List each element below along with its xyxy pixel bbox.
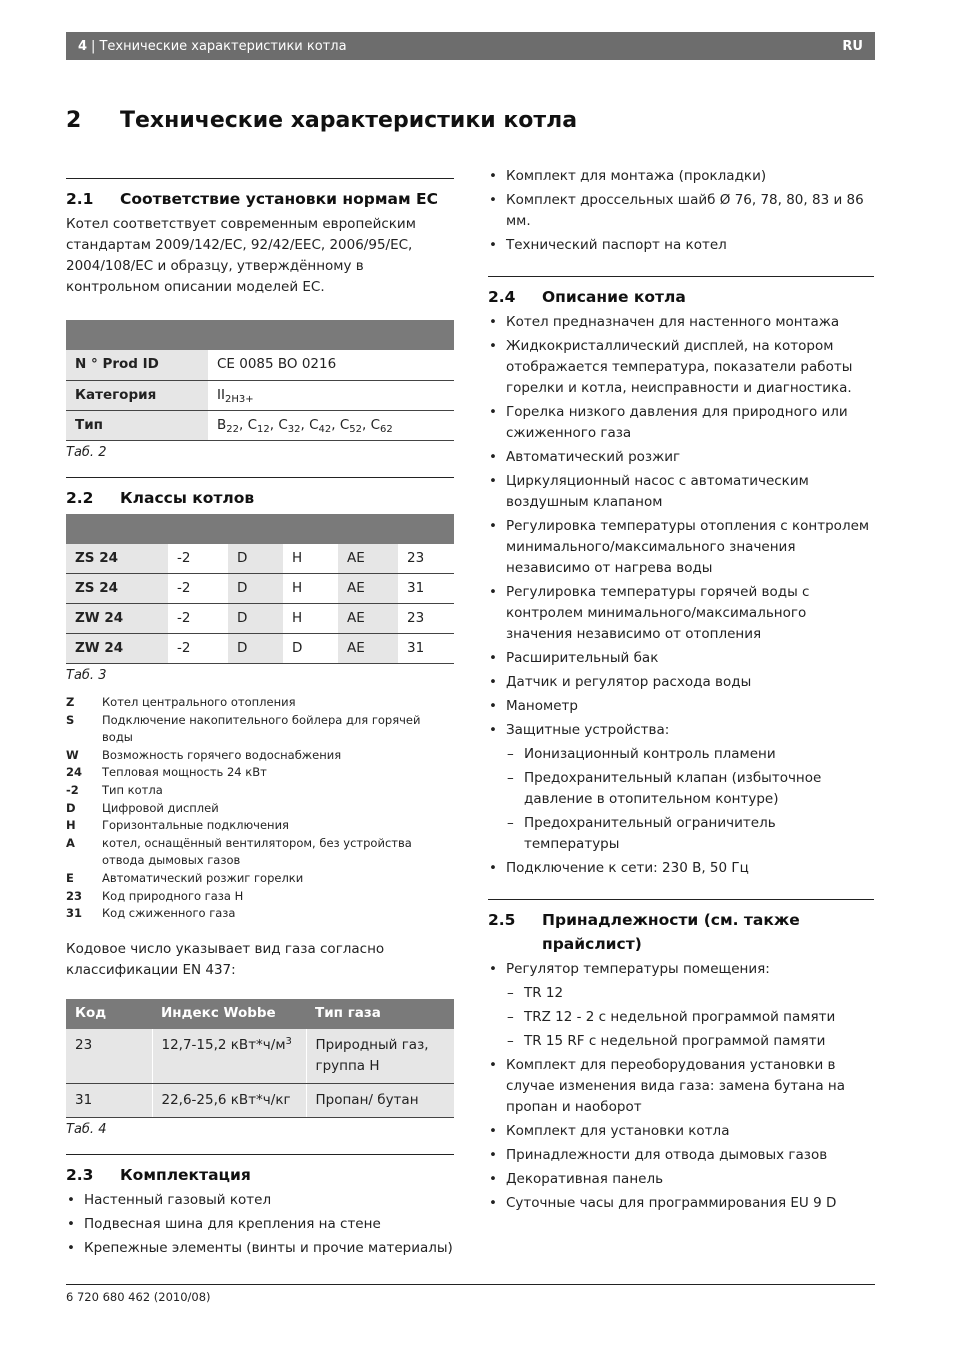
class-cell: H xyxy=(283,604,338,634)
gas-table-header xyxy=(66,999,454,1029)
table-row xyxy=(66,1083,454,1117)
class-cell: -2 xyxy=(168,604,228,634)
list-item: • Декоративная панель xyxy=(488,1169,874,1190)
list-item: • Жидкокристаллический дисплей, на котором отображается температура, показатели работы горелки и котла, неисправности и диагностика. xyxy=(488,336,874,399)
table-row xyxy=(66,604,454,634)
right-column xyxy=(488,166,874,1217)
table-row xyxy=(66,380,454,410)
list-item: • Крепежные элементы (винты и прочие материалы) xyxy=(66,1238,454,1259)
list-item: • Котел предназначен для настенного монтажа xyxy=(488,312,874,333)
list-item: • Регулировка температуры отопления с контролем минимального/максимального значения независимо от нагрева воды xyxy=(488,516,874,579)
sublist-item: – Предохранительный клапан (избыточное давление в отопительном контуре) xyxy=(506,768,874,810)
gas-code: 31 xyxy=(66,1083,152,1117)
class-cell: 23 xyxy=(398,544,454,574)
list-item: • Комплект для установки котла xyxy=(488,1121,874,1142)
class-cell: D xyxy=(283,634,338,664)
legend-item: H Горизонтальные подключения xyxy=(66,818,289,833)
legend-item: D Цифровой дисплей xyxy=(66,800,219,815)
section-title: Комплектация xyxy=(120,1165,251,1184)
class-cell: D xyxy=(228,604,283,634)
regulator-sublist xyxy=(506,983,874,1052)
list-item: • Горелка низкого давления для природного или сжиженного газа xyxy=(488,402,874,444)
legend-item: -2 Тип котла xyxy=(66,782,163,797)
table-row xyxy=(66,1029,454,1084)
class-cell: D xyxy=(228,634,283,664)
section-heading xyxy=(488,285,874,309)
class-cell: AE xyxy=(338,634,398,664)
section-2-1 xyxy=(66,178,454,463)
legend-item: 24 Тепловая мощность 24 кВт xyxy=(66,765,267,780)
class-cell: ZW 24 xyxy=(66,634,168,664)
class-cell: AE xyxy=(338,544,398,574)
chapter-number: 2 xyxy=(66,108,82,133)
table-caption: Таб. 2 xyxy=(66,444,107,460)
section-2-5 xyxy=(488,899,874,1214)
section-2-4 xyxy=(488,276,874,879)
section-number: 2.3 xyxy=(66,1165,94,1184)
table-header-row xyxy=(66,514,454,544)
legend-item: S Подключение накопительного бойлера для горячей воды xyxy=(66,712,421,745)
class-cell: ZS 24 xyxy=(66,574,168,604)
sublist-item: – Ионизационный контроль пламени xyxy=(506,744,874,765)
section-2-3 xyxy=(66,1154,454,1259)
row-value: $B_{22}$, $C_{12}$, $C_{32}$, $C_{42}$, $C_{52}$, $C_{62}$ xyxy=(208,410,454,440)
section-heading xyxy=(488,908,874,956)
chapter-title: Технические характеристики котла xyxy=(120,108,578,133)
gas-code: 23 xyxy=(66,1029,152,1084)
sublist-item: – TRZ 12 - 2 с недельной программой памяти xyxy=(506,1007,874,1028)
list-item: • Расширительный бак xyxy=(488,648,874,669)
list-item: • Регулировка температуры горячей воды с контролем минимального/максимального значения независимо от отопления xyxy=(488,582,874,645)
document-number: 6 720 680 462 (2010/08) xyxy=(66,1290,211,1304)
list-item-regulator: • Регулятор температуры помещения: – TR 12 – TRZ 12 - 2 с недельной программой памяти – TR 15 RF с недельной программой памяти xyxy=(488,959,874,1052)
conformity-text: Котел соответствует современным европейским стандартам 2009/142/EC, 92/42/EEC, 2006/95/EC, 2004/108/EC и образцу, утверждённому в контрольном описании моделей EC. xyxy=(66,216,416,295)
scope-list-continued xyxy=(488,166,874,256)
class-cell: D xyxy=(228,574,283,604)
safety-sublist xyxy=(506,744,874,855)
sublist-item: – TR 12 xyxy=(506,983,874,1004)
list-item: • Комплект для монтажа (прокладки) xyxy=(488,166,874,187)
class-cell: AE xyxy=(338,604,398,634)
boiler-class-table xyxy=(66,514,454,665)
section-number: 2.2 xyxy=(66,488,94,507)
column-header: Код xyxy=(66,999,152,1029)
language-code: RU xyxy=(842,38,863,54)
class-cell: ZS 24 xyxy=(66,544,168,574)
list-item-safety: • Защитные устройства: – Ионизационный контроль пламени – Предохранительный клапан (избыточное давление в отопительном контуре) – Предохранительный ограничитель температуры xyxy=(488,720,874,855)
legend-item: W Возможность горячего водоснабжения xyxy=(66,747,342,762)
table-row xyxy=(66,574,454,604)
list-item: • Циркуляционный насос с автоматическим воздушным клапаном xyxy=(488,471,874,513)
section-title: Принадлежности (см. также прайслист) xyxy=(542,911,800,953)
class-cell: -2 xyxy=(168,574,228,604)
list-item: • Настенный газовый котел xyxy=(66,1190,454,1211)
row-value: $II_{2H3+}$ xyxy=(208,380,454,410)
wobbe-index: 12,7-15,2 $кВт*ч/м^3$ xyxy=(152,1029,306,1084)
class-cell: H xyxy=(283,544,338,574)
class-cell: D xyxy=(228,544,283,574)
class-cell: H xyxy=(283,574,338,604)
section-number: 2.4 xyxy=(488,288,516,306)
legend-item: A котел, оснащённый вентилятором, без устройства отвода дымовых газов xyxy=(66,835,412,868)
section-number: 2.1 xyxy=(66,190,94,208)
list-item: • Датчик и регулятор расхода воды xyxy=(488,672,874,693)
page-number: 4 xyxy=(78,38,88,54)
list-item: • Принадлежности для отвода дымовых газов xyxy=(488,1145,874,1166)
section-heading xyxy=(66,1163,454,1187)
legend-item: 23 Код природного газа H xyxy=(66,888,244,903)
list-item: • Подвесная шина для крепления на стене xyxy=(66,1214,454,1235)
sublist-item: – Предохранительный ограничитель температуры xyxy=(506,813,874,855)
page-header xyxy=(66,32,875,60)
prod-id-table xyxy=(66,320,454,441)
table-caption: Таб. 4 xyxy=(66,1121,107,1137)
section-heading xyxy=(66,187,454,211)
class-cell: 23 xyxy=(398,604,454,634)
table-row xyxy=(66,410,454,440)
class-cell: AE xyxy=(338,574,398,604)
list-item: • Подключение к сети: 230 В, 50 Гц xyxy=(488,858,874,879)
legend-item: 31 Код сжиженного газа xyxy=(66,906,236,921)
header-separator: | xyxy=(91,38,96,54)
table-row xyxy=(66,350,454,380)
wobbe-index: 22,6-25,6 кВт*ч/кг xyxy=(152,1083,306,1117)
legend-item: E Автоматический розжиг горелки xyxy=(66,870,304,885)
row-value: CE 0085 BO 0216 xyxy=(208,350,454,380)
column-header: Тип газа xyxy=(306,999,454,1029)
gas-code-text: Кодовое число указывает вид газа согласно классификации EN 437: xyxy=(66,940,385,978)
list-item: • Технический паспорт на котел xyxy=(488,235,874,256)
section-number: 2.5 xyxy=(488,911,516,929)
class-cell: ZW 24 xyxy=(66,604,168,634)
gas-type: Природный газ, группа H xyxy=(306,1029,454,1084)
sublist-item: – TR 15 RF с недельной программой памяти xyxy=(506,1031,874,1052)
row-label: N ° Prod ID xyxy=(66,350,208,380)
section-heading xyxy=(66,486,454,510)
table-header-row xyxy=(66,320,454,350)
table-row xyxy=(66,544,454,574)
class-cell: 31 xyxy=(398,574,454,604)
description-list xyxy=(488,312,874,879)
legend-item: Z Котел центрального отопления xyxy=(66,695,296,709)
section-title: Классы котлов xyxy=(120,488,255,507)
table-row xyxy=(66,634,454,664)
gas-table xyxy=(66,999,454,1118)
chapter-heading xyxy=(66,106,577,136)
class-cell: -2 xyxy=(168,544,228,574)
class-cell: -2 xyxy=(168,634,228,664)
gas-type: Пропан/ бутан xyxy=(306,1083,454,1117)
row-label: Категория xyxy=(66,380,208,410)
left-column xyxy=(66,170,454,1262)
row-label: Тип xyxy=(66,410,208,440)
list-item: • Суточные часы для программирования EU 9 D xyxy=(488,1193,874,1214)
header-title: Технические характеристики котла xyxy=(99,38,347,54)
class-legend xyxy=(66,694,454,923)
footer-divider xyxy=(66,1284,875,1285)
list-item: • Автоматический розжиг xyxy=(488,447,874,468)
list-item: • Комплект дроссельных шайб Ø 76, 78, 80, 83 и 86 мм. xyxy=(488,190,874,232)
section-title: Описание котла xyxy=(542,288,686,306)
section-2-2 xyxy=(66,477,454,1140)
list-item: • Комплект для переоборудования установки в случае изменения вида газа: замена бутана на пропан и наоборот xyxy=(488,1055,874,1118)
table-caption: Таб. 3 xyxy=(66,668,107,683)
accessories-list xyxy=(488,959,874,1214)
section-title: Соответствие установки нормам ЕС xyxy=(120,190,438,208)
column-header: Индекс Wobbe xyxy=(152,999,306,1029)
class-cell: 31 xyxy=(398,634,454,664)
list-item: • Манометр xyxy=(488,696,874,717)
scope-list xyxy=(66,1190,454,1259)
